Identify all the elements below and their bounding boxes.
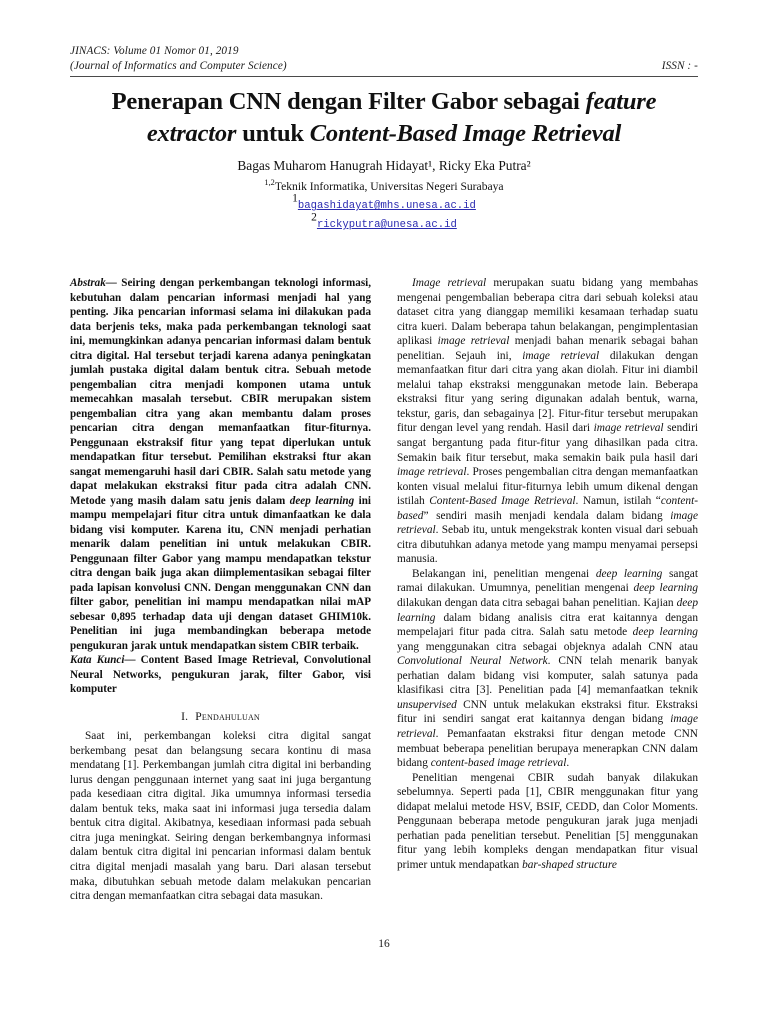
page-number: 16 bbox=[378, 938, 390, 950]
abstract-text-1: Seiring dengan perkembangan teknologi informasi, kebutuhan dalam pencarian informasi menjadi hal yang penting. Jika pencarian informasi selama ini dilakukan pada data berjenis teks, maka pada perkembangan teknologi saat ini, memungkinkan adanya pencarian informasi dalam bentuk citra digital. Hal tersebut terjadi karena adanya peningkatan jumlah pustaka digital dalam bentuk citra. Sebuah metode pengembalian citra menjadi komponen utama untuk memecahkan masalah tersebut. CBIR merupakan sistem pengembalian citra yang akan membantu dalam proses pencarian citra dengan memanfaatkan fitur-fiturnya. Penggunaan ekstraksif fitur yang tepat diperlukan untuk mendapatkan fitur tersebut. Pemilihan ekstraksi ftur akan sangat memengaruhi hasil dari CBIR. Salah satu metode yang dapat melakukan ekstraksi fitur pada citra adalah CNN. Metode yang masih dalam satu jenis dalam bbox=[70, 277, 371, 507]
issn-label: ISSN : - bbox=[661, 60, 698, 72]
email-2-link[interactable]: rickyputra@unesa.ac.id bbox=[316, 219, 457, 231]
keywords-label: Kata Kunci— bbox=[70, 654, 136, 666]
running-head-row-2 bbox=[70, 59, 698, 74]
author-block bbox=[84, 156, 684, 233]
rp1-italic-lead: Image retrieval bbox=[412, 277, 487, 289]
rp2-italic-2: deep learning bbox=[633, 582, 698, 595]
title-block bbox=[84, 86, 684, 150]
abstract-paragraph bbox=[70, 276, 371, 653]
title-line2-italic-a: extractor bbox=[146, 120, 237, 147]
rp2-italic-3: deep learning bbox=[397, 597, 698, 624]
journal-volume-line: JINACS: Volume 01 Nomor 01, 2019 bbox=[70, 45, 239, 57]
author-affiliation bbox=[84, 178, 684, 195]
left-column bbox=[70, 276, 371, 921]
rp2-text-a: Belakangan ini, penelitian mengenai bbox=[412, 567, 596, 580]
rp2-italic-1: deep learning bbox=[595, 567, 663, 580]
rp3-text-a: Penelitian mengenai CBIR sudah banyak dilakukan sebelumnya. Seperti pada [1], CBIR menggunakan fitur yang didapat melalui metode HSV, BSIF, CEDD, dan Color Moments. Penggunaan beberapa metode pengukuran jarak juga menjadi perhatian pada penelitian tersebut. Penelitian [5] menggunakan fitur yang lebih kompleks dengan mendapatkan fitur visual primer untuk mendapatkan bbox=[397, 771, 698, 871]
rp2-text-c: dilakukan dengan data citra sebagai bahan penelitian. Kajian bbox=[397, 597, 677, 610]
affiliation-superscript: 1,2 bbox=[264, 178, 275, 188]
affiliation-text: Teknik Informatika, Universitas Negeri Surabaya bbox=[274, 180, 504, 193]
abstract-italic-1: deep learning bbox=[289, 494, 355, 507]
rp1-italic-2: image retrieval bbox=[437, 335, 510, 348]
title-line1-plain: Penerapan CNN dengan Filter Gabor sebagai bbox=[111, 88, 586, 115]
rp1-text-g: ” sendiri masih menjadi kendala dalam bidang bbox=[423, 509, 671, 522]
rp2-italic-7: image retrieval bbox=[397, 713, 698, 740]
rp1-text-h: . Sebab itu, untuk mengekstrak konten visual dari sebuah citra dibutuhkan adanya metode yang mampu menyamai persepsi manusia. bbox=[397, 524, 698, 566]
rp2-italic-4: deep learning bbox=[632, 626, 698, 639]
section-heading-1 bbox=[70, 710, 371, 725]
left-paragraph-1: Saat ini, perkembangan koleksi citra digital sangat berkembang pesat dan belangsung secara kontinu di masa mendatang [1]. Perkembangan jumlah citra digital ini berbanding lurus dengan penggunaan internet yang saat ini juga bergantung pada kesediaan citra digital. Jika umumnya informasi tersedia dalam bentuk teks, maka saat ini informasi juga tersedia dalam bentuk citra digital. Akibatnya, kesediaan informasi pada sebuah citra juga meningkat. Seiring dengan berkembangnya informasi dalam bentuk citra digital ini pencarian informasi dalam bentuk citra digital menjadi masalah yang baru. Dari alasan tersebut maka, dibutuhkan sebuah metode dalam melakukan pencarian citra dengan memanfaatkan citra sebagai data masukan. bbox=[70, 730, 371, 903]
rp1-italic-3: image retrieval bbox=[522, 349, 600, 362]
abstract-label: Abstrak— bbox=[70, 277, 117, 289]
keywords-paragraph bbox=[70, 653, 371, 697]
right-paragraph-3 bbox=[397, 771, 698, 873]
rp1-text-c: dilakukan dengan memanfaatkan fitur dari citra yang akan diolah. Fitur ini diambil melalui tahap ekstraksi menggunakan metode lain. Beberapa ekstraksi fitur yang sering digunakan adalah bentuk, warna, tekstur, garis, dan sebagainya [2]. Fitur-fitur tersebut merupakan fitur dengan level yang rendah. Hasil dari bbox=[397, 349, 698, 435]
right-paragraph-2 bbox=[397, 567, 698, 771]
author-email-1-row bbox=[84, 192, 684, 214]
rp2-text-e: yang menggunakan citra sebagai objeknya adalah CNN atau bbox=[397, 640, 698, 653]
rp1-italic-7: content-based bbox=[397, 495, 698, 522]
email-1-link[interactable]: bagashidayat@mhs.unesa.ac.id bbox=[297, 200, 476, 212]
rp2-text-f: . CNN telah menarik banyak perhatian dalam bidang visi komputer, salah satunya pada klasifikasi citra [3]. Penelitian pada [4] memanfaatkan teknik bbox=[397, 655, 698, 697]
page-title bbox=[84, 86, 684, 150]
rp2-text-g: CNN untuk melakukan ekstraksi fitur. Ekstraksi fitur ini sendiri sangat erat kaitannya dengan bidang bbox=[397, 698, 698, 726]
running-head-row-1 bbox=[70, 44, 698, 59]
section-title: Pendahuluan bbox=[195, 709, 260, 723]
right-paragraph-1 bbox=[397, 276, 698, 567]
running-head bbox=[70, 44, 698, 77]
author-names: Bagas Muharom Hanugrah Hidayat¹, Ricky Eka Putra² bbox=[237, 158, 531, 173]
rp2-text-d: dalam bidang analisis citra erat kaitannya dengan mempelajari fitur pada citra. Salah satu metode bbox=[397, 611, 698, 639]
abstract-text-2: ini mampu mempelajari fitur citra untuk dimanfaatkan ke dala bidang visi komputer. Karena itu, CNN menjadi perhatian menarik dalam penelitian ini untuk melakukan CBIR. Penggunaan filter Gabor yang mampu mendapatkan tekstur citra dengan baik juga akan diimplementasikan sebagai filter pada lapisan konvolusi CNN. Dengan menggunakan CNN dan filter gabor, penelitian ini mampu mendapatkan nilai mAP sebesar 0,895 terhadap data uji dengan dataset GHIM10k. Penelitian ini juga membandingkan beberapa metode pengukuran jarak untuk mendapatkan sistem CBIR terbaik. bbox=[70, 494, 372, 652]
rp1-text-a: merupakan suatu bidang yang membahas mengenai pengembalian beberapa citra dari sebuah koleksi atau dataset citra yang dianggap memiliki kesamaan terhadap suatu citra kueri. Dalam beberapa tahun belakangan, pengimplentasian aplikasi bbox=[397, 277, 699, 348]
rp3-italic-1: bar-shaped structure bbox=[522, 858, 617, 871]
email-1-superscript: 1 bbox=[292, 192, 298, 205]
title-line1-italic: feature bbox=[585, 88, 657, 115]
rp1-text-f: . Namun, istilah “ bbox=[575, 495, 661, 508]
rp2-text-i: . bbox=[566, 757, 570, 770]
title-line2-italic-b: Content-Based Image Retrieval bbox=[309, 120, 622, 147]
rp2-italic-6: unsupervised bbox=[397, 698, 457, 711]
rp1-italic-6: Content-Based Image Retrieval bbox=[429, 495, 576, 508]
email-2-superscript: 2 bbox=[311, 211, 317, 224]
rp1-italic-8: image retrieval bbox=[397, 509, 698, 537]
section-number: I. bbox=[181, 709, 189, 723]
body-columns bbox=[70, 276, 698, 921]
rp2-text-b: sangat ramai dilakukan. Umumnya, penelitian mengenai bbox=[397, 567, 698, 595]
rp1-text-d: sendiri sangat bergantung pada fitur-fitur yang dihasilkan pada citra. Semakin baik fitur tersebut, maka semakin baik pula hasil dari bbox=[397, 422, 699, 464]
header-divider bbox=[70, 76, 698, 77]
journal-subtitle: (Journal of Informatics and Computer Science) bbox=[70, 60, 287, 72]
rp1-text-b: menjadi bahan menarik sebagai bahan penelitian. Sejauh ini, bbox=[397, 335, 698, 362]
title-line2-plain: untuk bbox=[236, 120, 310, 147]
rp1-italic-5: image retrieval bbox=[397, 466, 467, 479]
author-email-2-row bbox=[84, 211, 684, 233]
keywords-text: Content Based Image Retrieval, Convolutional Neural Networks, pengukuran jarak, filter Gabor, visi komputer bbox=[70, 654, 371, 695]
rp2-italic-8: content-based image retrieval bbox=[430, 757, 567, 770]
rp1-italic-4: image retrieval bbox=[593, 422, 664, 435]
rp2-text-h: . Pemanfaatan ekstraksi fitur dengan metode CNN membuat beberapa penelitian berupaya menerapkan CNN dalam bidang bbox=[397, 727, 698, 770]
rp2-italic-5: Convolutional Neural Network bbox=[397, 655, 548, 668]
rp1-text-e: . Proses pengembalian citra dengan memanfaatkan konten visual melalui fitur-fiturnya lebih umum dikenal dengan istilah bbox=[397, 466, 698, 508]
right-column bbox=[397, 276, 698, 921]
